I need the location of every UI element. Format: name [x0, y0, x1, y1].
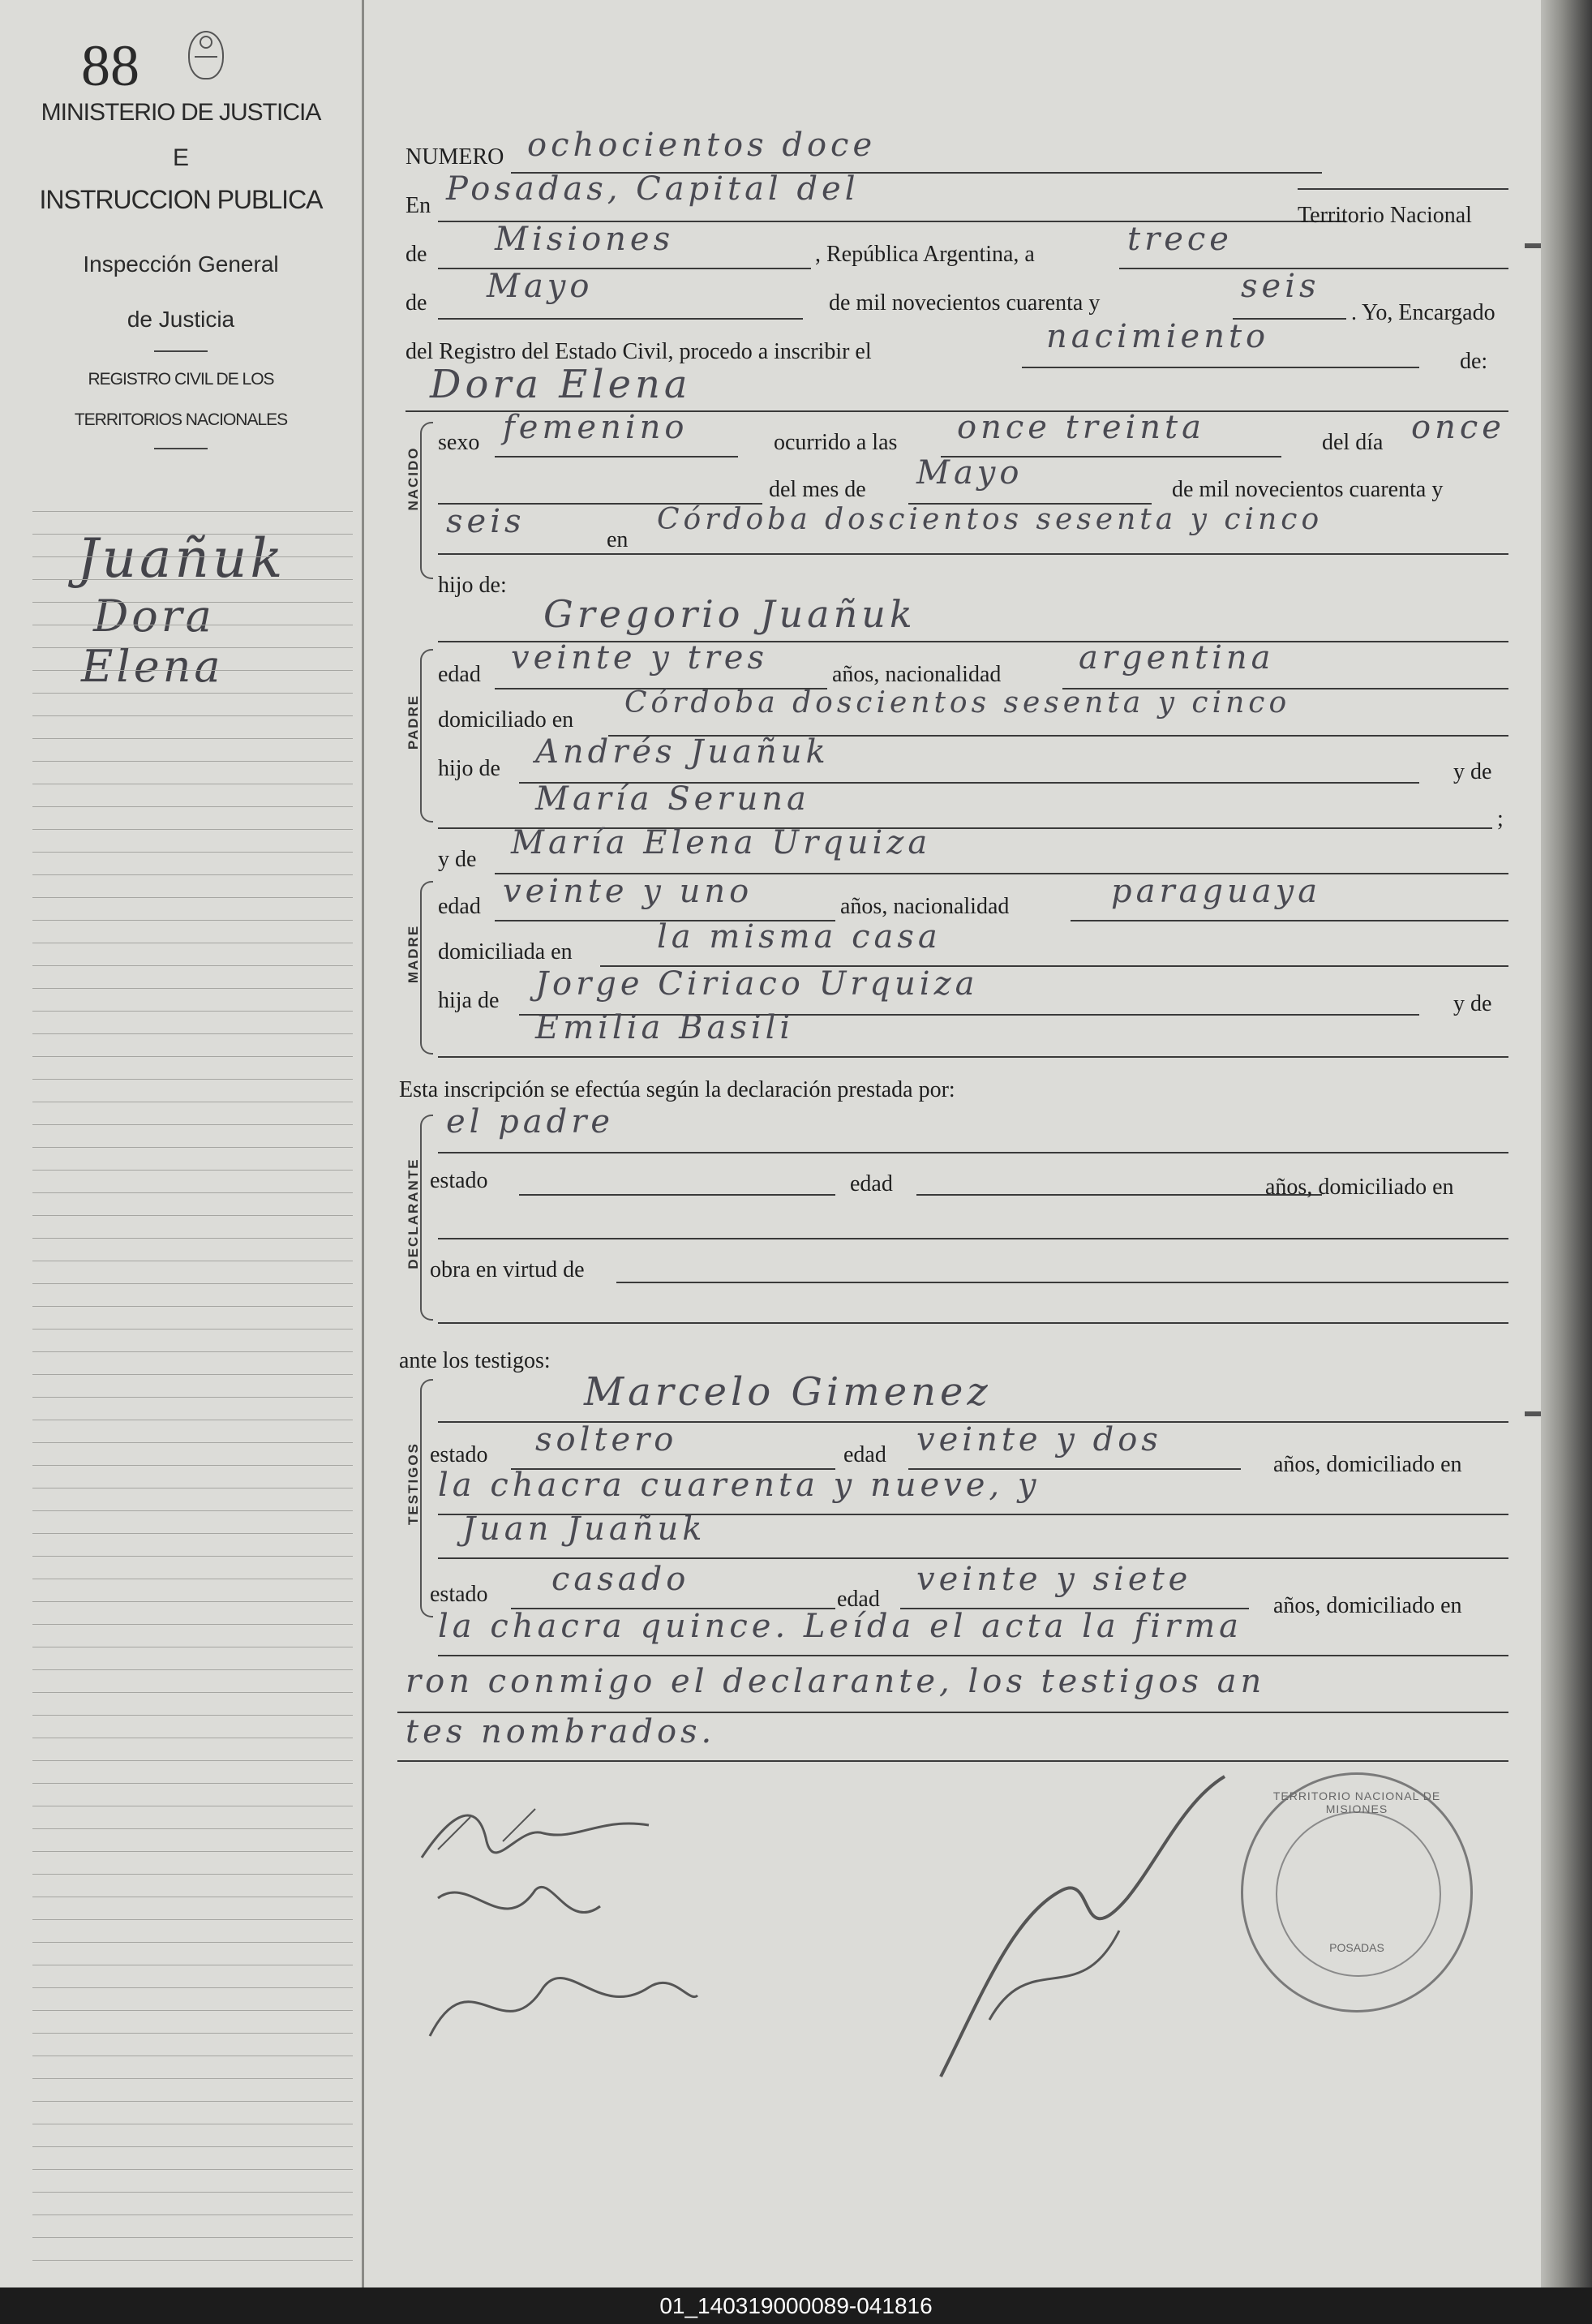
ruled-line — [32, 1692, 353, 1693]
de-label: de — [406, 242, 427, 267]
testigo1-nombre-value: Marcelo Gimenez — [584, 1369, 992, 1415]
inspection-line-2: de Justicia — [127, 307, 235, 332]
ministry-line-3: INSTRUCCION PUBLICA — [39, 185, 323, 214]
ruled-line — [32, 1283, 353, 1284]
declarante-nombre-value: el padre — [446, 1103, 615, 1141]
padre-semicolon: ; — [1497, 806, 1504, 831]
ruled-line — [32, 556, 353, 557]
nacido-dia-value: once — [1411, 409, 1505, 446]
ruled-line — [32, 1215, 353, 1216]
ruled-line — [32, 806, 353, 807]
ruled-line — [32, 1783, 353, 1784]
ruled-line — [32, 602, 353, 603]
madre-hijade-label: hija de — [438, 988, 500, 1013]
republica-label: , República Argentina, a — [815, 242, 1035, 267]
padre-yde-label: y de — [1453, 759, 1492, 784]
ruled-line — [32, 2033, 353, 2034]
madre-edad-label: edad — [438, 894, 481, 919]
ruled-line — [32, 1624, 353, 1625]
madre-dom-label: domiciliada en — [438, 939, 573, 964]
seal-bottom-text: POSADAS — [1329, 1941, 1384, 1954]
madre-edad-value: veinte y uno — [503, 873, 753, 910]
ruled-line — [32, 897, 353, 898]
nacido-side-label: NACIDO — [406, 446, 421, 511]
padre-edad-value: veinte y tres — [511, 639, 768, 677]
en-label: En — [406, 193, 431, 218]
ruled-line — [32, 693, 353, 694]
ruled-line — [32, 852, 353, 853]
ruled-line — [32, 1329, 353, 1330]
ruled-line — [32, 1828, 353, 1829]
testigo2-anios-label: años, domiciliado en — [1273, 1593, 1462, 1618]
ruled-line — [32, 1465, 353, 1466]
ruled-line — [32, 1147, 353, 1148]
coat-of-arms-icon — [188, 31, 224, 79]
madre-yde-label: y de — [438, 847, 477, 872]
sexo-value: femenino — [503, 409, 689, 446]
nombre-value: Dora Elena — [430, 362, 692, 407]
ministry-line-1: MINISTERIO DE JUSTICIA — [41, 99, 321, 126]
ruled-line — [32, 670, 353, 671]
registry-line-1: REGISTRO CIVIL DE LOS — [88, 370, 274, 389]
ruled-line — [32, 1851, 353, 1852]
ruled-line — [32, 2010, 353, 2011]
margin-divider — [362, 0, 364, 2287]
ruled-line — [32, 1442, 353, 1443]
ruled-line — [32, 2146, 353, 2147]
madre-side-label: MADRE — [406, 924, 421, 984]
testigos-label: ante los testigos: — [399, 1348, 551, 1373]
nacido-mes-value: Mayo — [916, 454, 1023, 492]
ruled-line — [32, 534, 353, 535]
ruled-line — [32, 1079, 353, 1080]
ruled-line — [32, 2192, 353, 2193]
folio-number: 88 — [81, 33, 139, 98]
ruled-line — [32, 1987, 353, 1988]
ruled-line — [32, 1715, 353, 1716]
de-value: Misiones — [495, 221, 675, 258]
ruled-line — [32, 1056, 353, 1057]
registro-label: del Registro del Estado Civil, procedo a inscribir el — [406, 339, 872, 364]
testigo2-estado-label: estado — [430, 1582, 488, 1607]
margin-note-given-1: Dora — [93, 591, 215, 642]
declarante-side-label: DECLARANTE — [406, 1158, 421, 1269]
signature-officer — [916, 1752, 1241, 2093]
binding-mark — [1525, 243, 1541, 248]
mes-value: Mayo — [487, 268, 594, 305]
ruled-line — [32, 1170, 353, 1171]
madre-abuelo-value: Jorge Ciriaco Urquiza — [535, 965, 979, 1003]
ruled-line — [32, 1033, 353, 1034]
cierre-line-1: ron conmigo el declarante, los testigos an — [406, 1663, 1266, 1700]
ocurrido-label: ocurrido a las — [774, 430, 898, 455]
padre-side-label: PADRE — [406, 694, 421, 750]
testigo1-edad-label: edad — [843, 1442, 886, 1467]
ruled-line — [32, 2078, 353, 2079]
padre-hijode-label: hijo de — [438, 756, 500, 781]
dia-value: trece — [1127, 221, 1233, 258]
en-value: Posadas, Capital del — [446, 170, 860, 208]
ruled-line — [32, 1397, 353, 1398]
nacido-en-label: en — [607, 527, 629, 552]
ruled-line — [32, 829, 353, 830]
testigo2-dom-value: la chacra quince. Leída el acta la firma — [438, 1608, 1242, 1645]
testigo2-nombre-value: Juan Juañuk — [462, 1510, 706, 1548]
ruled-line — [32, 1556, 353, 1557]
sexo-label: sexo — [438, 430, 480, 455]
padre-anios-label: años, nacionalidad — [832, 662, 1002, 687]
page-binding-edge — [1541, 0, 1592, 2287]
de2-label: de — [406, 290, 427, 316]
declarante-obra-label: obra en virtud de — [430, 1257, 585, 1282]
deldia-label: del día — [1322, 430, 1384, 455]
testigo1-anios-label: años, domiciliado en — [1273, 1452, 1462, 1477]
ruled-line — [32, 1374, 353, 1375]
image-code-footer: 01_140319000089-041816 — [0, 2287, 1592, 2324]
margin-note-surname: Juañuk — [77, 527, 286, 590]
ruled-line — [32, 920, 353, 921]
hora-value: once treinta — [957, 409, 1205, 446]
padre-edad-label: edad — [438, 662, 481, 687]
ruled-line — [32, 579, 353, 580]
nacido-anio-value: seis — [446, 503, 526, 540]
anio-value: seis — [1241, 268, 1320, 305]
official-seal — [1241, 1772, 1473, 2013]
padre-dom-label: domiciliado en — [438, 707, 574, 732]
territorio-label: Territorio Nacional — [1298, 203, 1472, 228]
seal-text: TERRITORIO NACIONAL DE MISIONES — [1272, 1789, 1441, 1815]
ruled-line — [32, 1238, 353, 1239]
ruled-line — [32, 965, 353, 966]
hijo-label: hijo de: — [438, 573, 507, 598]
ruled-line — [32, 738, 353, 739]
numero-label: NUMERO — [406, 144, 504, 170]
ruled-line — [32, 1124, 353, 1125]
madre-nac-value: paraguaya — [1111, 873, 1322, 910]
madre-abuela-value: Emilia Basili — [535, 1009, 795, 1046]
acto-value: nacimiento — [1046, 318, 1270, 355]
nacido-anio-label: de mil novecientos cuarenta y — [1172, 477, 1444, 502]
padre-dom-value: Córdoba doscientos sesenta y cinco — [624, 686, 1291, 720]
testigo2-edad-label: edad — [837, 1587, 880, 1612]
madre-dom-value: la misma casa — [657, 918, 942, 956]
testigos-side-label: TESTIGOS — [406, 1442, 421, 1525]
ruled-line — [32, 2214, 353, 2215]
registry-line-2: TERRITORIOS NACIONALES — [74, 410, 288, 429]
ministry-line-2: E — [172, 144, 189, 171]
cierre-line-2: tes nombrados. — [406, 1713, 716, 1751]
numero-value: ochocientos doce — [527, 127, 877, 164]
binding-mark — [1525, 1411, 1541, 1416]
ruled-line — [32, 2237, 353, 2238]
ruled-line — [32, 1306, 353, 1307]
testigo1-edad-value: veinte y dos — [916, 1421, 1162, 1458]
margin-note-given-2: Elena — [81, 641, 224, 692]
ruled-line — [32, 1669, 353, 1670]
ruled-line — [32, 1874, 353, 1875]
madre-anios-label: años, nacionalidad — [840, 894, 1010, 919]
testigo1-estado-label: estado — [430, 1442, 488, 1467]
ruled-line — [32, 1601, 353, 1602]
ruled-line — [32, 1942, 353, 1943]
madre-yde2-label: y de — [1453, 991, 1492, 1016]
padre-abuelo-value: Andrés Juañuk — [535, 733, 830, 771]
ruled-line — [32, 761, 353, 762]
declarante-estado-label: estado — [430, 1168, 488, 1193]
ruled-line — [32, 1533, 353, 1534]
ruled-line — [32, 1011, 353, 1012]
testigo2-edad-value: veinte y siete — [916, 1561, 1192, 1598]
ruled-line — [32, 874, 353, 875]
de3-label: de: — [1460, 349, 1488, 374]
ruled-line — [32, 1510, 353, 1511]
testigo1-dom-value: la chacra cuarenta y nueve, y — [438, 1467, 1041, 1504]
ruled-line — [32, 2169, 353, 2170]
madre-nombre-value: María Elena Urquiza — [511, 824, 932, 861]
yo-label: . Yo, Encargado — [1351, 300, 1495, 325]
signature-witness-2 — [406, 1939, 714, 2060]
anio-label: de mil novecientos cuarenta y — [829, 290, 1101, 316]
declaracion-label: Esta inscripción se efectúa según la declaración prestada por: — [399, 1077, 955, 1102]
declarante-anios-label: años, domiciliado en — [1265, 1175, 1454, 1200]
ruled-line — [32, 1192, 353, 1193]
ruled-line — [32, 988, 353, 989]
ruled-line — [32, 2260, 353, 2261]
inspection-line-1: Inspección General — [83, 251, 279, 277]
ruled-line — [32, 715, 353, 716]
ruled-line — [32, 647, 353, 648]
delmes-label: del mes de — [769, 477, 866, 502]
ruled-line — [32, 2101, 353, 2102]
lugar-value: Córdoba doscientos sesenta y cinco — [657, 503, 1324, 536]
ruled-line — [32, 511, 353, 512]
testigo1-estado-value: soltero — [535, 1421, 678, 1458]
declarante-edad-label: edad — [850, 1171, 893, 1196]
ruled-line — [32, 1351, 353, 1352]
padre-nombre-value: Gregorio Juañuk — [543, 592, 916, 636]
left-column — [0, 0, 362, 2287]
padre-nac-value: argentina — [1079, 639, 1275, 677]
padre-abuela-value: María Seruna — [535, 780, 810, 818]
ruled-line — [32, 1919, 353, 1920]
ruled-line — [32, 1760, 353, 1761]
testigo2-estado-value: casado — [551, 1561, 690, 1598]
